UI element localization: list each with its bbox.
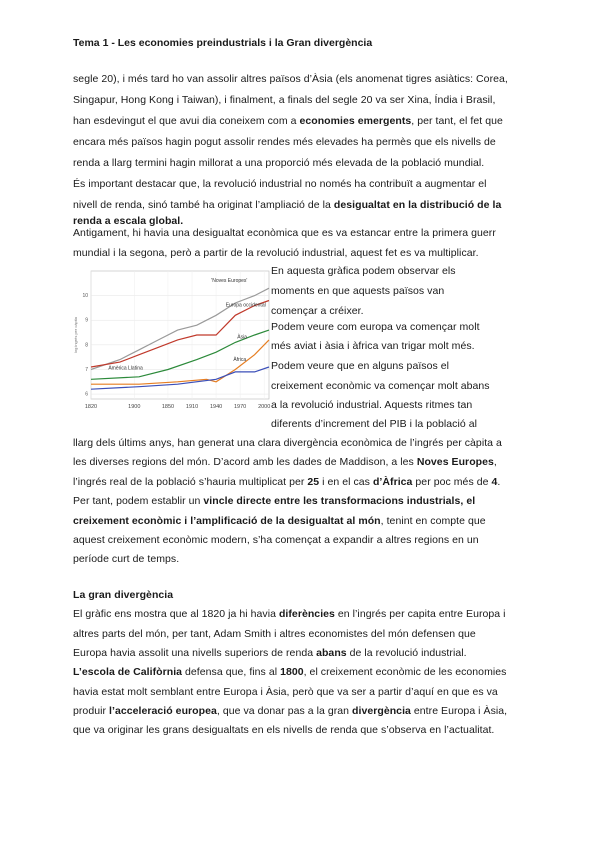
bold-term: Noves Europes bbox=[416, 456, 494, 468]
chart-x-tick-label: 1900 bbox=[128, 404, 141, 410]
bold-term: d’Àfrica bbox=[372, 476, 413, 488]
bold-term: divergència bbox=[352, 705, 411, 717]
text-line: Singapur, Hong Kong i Taiwan), i finalment, a finals del segle 20 va ser Xina, Índia i Brasil, bbox=[73, 94, 496, 106]
text-line: És important destacar que, la revolució industrial no només ha contribuït a augmentar el bbox=[73, 178, 487, 190]
income-chart bbox=[73, 267, 273, 417]
chart-y-tick-label: 8 bbox=[85, 342, 88, 349]
text-line: segle 20), i més tard ho van assolir altres països d’Àsia (els anomenat tigres asiàtics: Corea, bbox=[73, 73, 508, 85]
chart-series-label: 'Noves Europes' bbox=[211, 278, 248, 285]
bold-term: L’escola de Califòrnia bbox=[73, 666, 183, 678]
side-text-line: Podem veure que en alguns països el bbox=[271, 360, 450, 372]
text-span: entre Europa i Àsia, bbox=[410, 705, 508, 717]
side-text-line: més aviat i àsia i àfrica van trigar molt més. bbox=[271, 340, 475, 352]
bold-term: 4 bbox=[491, 476, 498, 488]
chart-y-ticks bbox=[82, 293, 88, 397]
text-span: El gràfic ens mostra que al 1820 ja hi havia bbox=[73, 608, 279, 620]
bold-term: economies emergents bbox=[299, 115, 412, 127]
text-span: i en el cas bbox=[319, 476, 373, 488]
bold-term: diferències bbox=[278, 608, 335, 620]
text-span: produir bbox=[73, 705, 110, 717]
bold-term: abans bbox=[316, 647, 347, 659]
bold-term: renda a escala global. bbox=[73, 215, 184, 227]
page-title: Tema 1 - Les economies preindustrials i la Gran divergència bbox=[73, 37, 373, 49]
text-line bbox=[73, 666, 506, 679]
chart-x-tick-label: 1940 bbox=[209, 404, 223, 410]
side-text-line: En aquesta gràfica podem observar els bbox=[271, 265, 456, 277]
text-span: , el creixement econòmic de les economies bbox=[303, 666, 507, 678]
side-text-line: diferents d’increment del PIB i la població al bbox=[271, 418, 477, 430]
text-span: Europa havia assolit una nivells superiors de renda bbox=[73, 647, 317, 659]
text-span: defensa que, fins al bbox=[182, 666, 281, 678]
text-span: . bbox=[497, 476, 501, 488]
bold-term: 25 bbox=[307, 476, 320, 488]
text-span: de la revolució industrial. bbox=[346, 647, 467, 659]
bold-term: 1800 bbox=[280, 666, 304, 678]
section-heading: La gran divergència bbox=[73, 589, 174, 601]
side-text-line: començar a créixer. bbox=[271, 305, 364, 317]
text-line: període curt de temps. bbox=[73, 553, 180, 565]
text-line: que va originar les grans desigualtats en els nivells de renda que s’observa en l’actualitat. bbox=[73, 724, 495, 736]
text-line: encara més països hagin pogut assolir rendes més elevades ha permès que els nivells de bbox=[73, 136, 496, 148]
text-line bbox=[73, 608, 506, 621]
chart-series-label: Europa occidental bbox=[225, 302, 266, 309]
text-line: llarg dels últims anys, han generat una clara divergència econòmica de l’ingrés per càpita a bbox=[73, 437, 502, 449]
text-line: havia estat molt semblant entre Europa i Àsia, però que va ser a partir d’aquí en que es va bbox=[73, 686, 498, 698]
text-line bbox=[73, 647, 467, 660]
side-text-line: Podem veure com europa va començar molt bbox=[271, 321, 480, 333]
text-span: , per tant, el fet que bbox=[411, 115, 503, 127]
chart-y-tick-label: 7 bbox=[85, 366, 88, 373]
bold-term: l’acceleració europea bbox=[109, 705, 217, 717]
chart-x-tick-label: 1820 bbox=[84, 404, 98, 410]
side-text-line: moments en que aquests països van bbox=[271, 285, 445, 297]
chart-x-tick-label: 1850 bbox=[161, 404, 175, 410]
text-line: altres parts del món, per tant, Adam Smith i altres economistes del món defensen que bbox=[73, 628, 476, 640]
text-span: , tenint en compte que bbox=[380, 515, 486, 527]
bold-term: desigualtat en la distribució de la bbox=[333, 199, 502, 211]
chart-series-label: Amèrica Llatina bbox=[108, 365, 143, 372]
text-line bbox=[73, 199, 501, 212]
text-line bbox=[73, 515, 486, 528]
chart-y-tick-label: 10 bbox=[82, 293, 88, 300]
text-span: Per tant, podem establir un bbox=[73, 495, 204, 507]
chart-x-tick-label: 2000 bbox=[258, 404, 271, 410]
text-span: han esdevingut el que avui dia coneixem com a bbox=[73, 115, 300, 127]
text-line: Antigament, hi havia una desigualtat econòmica que es va estancar entre la primera guerr bbox=[73, 227, 496, 239]
text-line bbox=[73, 495, 475, 508]
bold-term: creixement econòmic i l’amplificació de la desigualtat al món bbox=[73, 515, 381, 527]
chart-series-label: Àsia bbox=[237, 334, 247, 341]
text-span: , bbox=[493, 456, 497, 468]
text-line bbox=[73, 115, 503, 128]
text-span: l’ingrés real de la població s’hauria multiplicat per bbox=[73, 476, 308, 488]
text-line bbox=[73, 476, 500, 489]
chart-y-tick-label: 9 bbox=[85, 317, 88, 324]
chart-y-tick-label: 6 bbox=[85, 391, 88, 398]
chart-y-label: log ingrés per càpita bbox=[73, 316, 78, 354]
text-span: per poc més de bbox=[412, 476, 492, 488]
text-line bbox=[73, 456, 497, 469]
text-span: nivell de renda, sinó també ha originat l’ampliació de la bbox=[73, 199, 334, 211]
chart-x-ticks bbox=[85, 404, 270, 410]
chart-x-tick-label: 1910 bbox=[185, 404, 199, 410]
text-line: aquest creixement econòmic modern, s’ha començat a expandir a altres regions en un bbox=[73, 534, 479, 546]
side-text-line: a la revolució industrial. Aquests ritmes tan bbox=[271, 399, 473, 411]
chart-x-tick-label: 1970 bbox=[234, 404, 247, 410]
text-line bbox=[73, 705, 507, 718]
text-line: renda a llarg termini hagin millorat a una proporció més elevada de la població mundial. bbox=[73, 157, 485, 169]
text-span: , que va donar pas a la gran bbox=[216, 705, 353, 717]
text-span: les diverses regions del món. D’acord amb les dades de Maddison, a les bbox=[73, 456, 417, 468]
bold-term: vincle directe entre les transformacions industrials, el bbox=[203, 495, 476, 507]
chart-series-label: Àfrica bbox=[233, 356, 247, 363]
side-text-line: creixement econòmic va començar molt abans bbox=[271, 380, 490, 392]
text-span: en l’ingrés per capita entre Europa i bbox=[334, 608, 506, 620]
text-line: mundial i la segona, però a partir de la revolució industrial, aquest fet es va multiplicar. bbox=[73, 247, 479, 259]
